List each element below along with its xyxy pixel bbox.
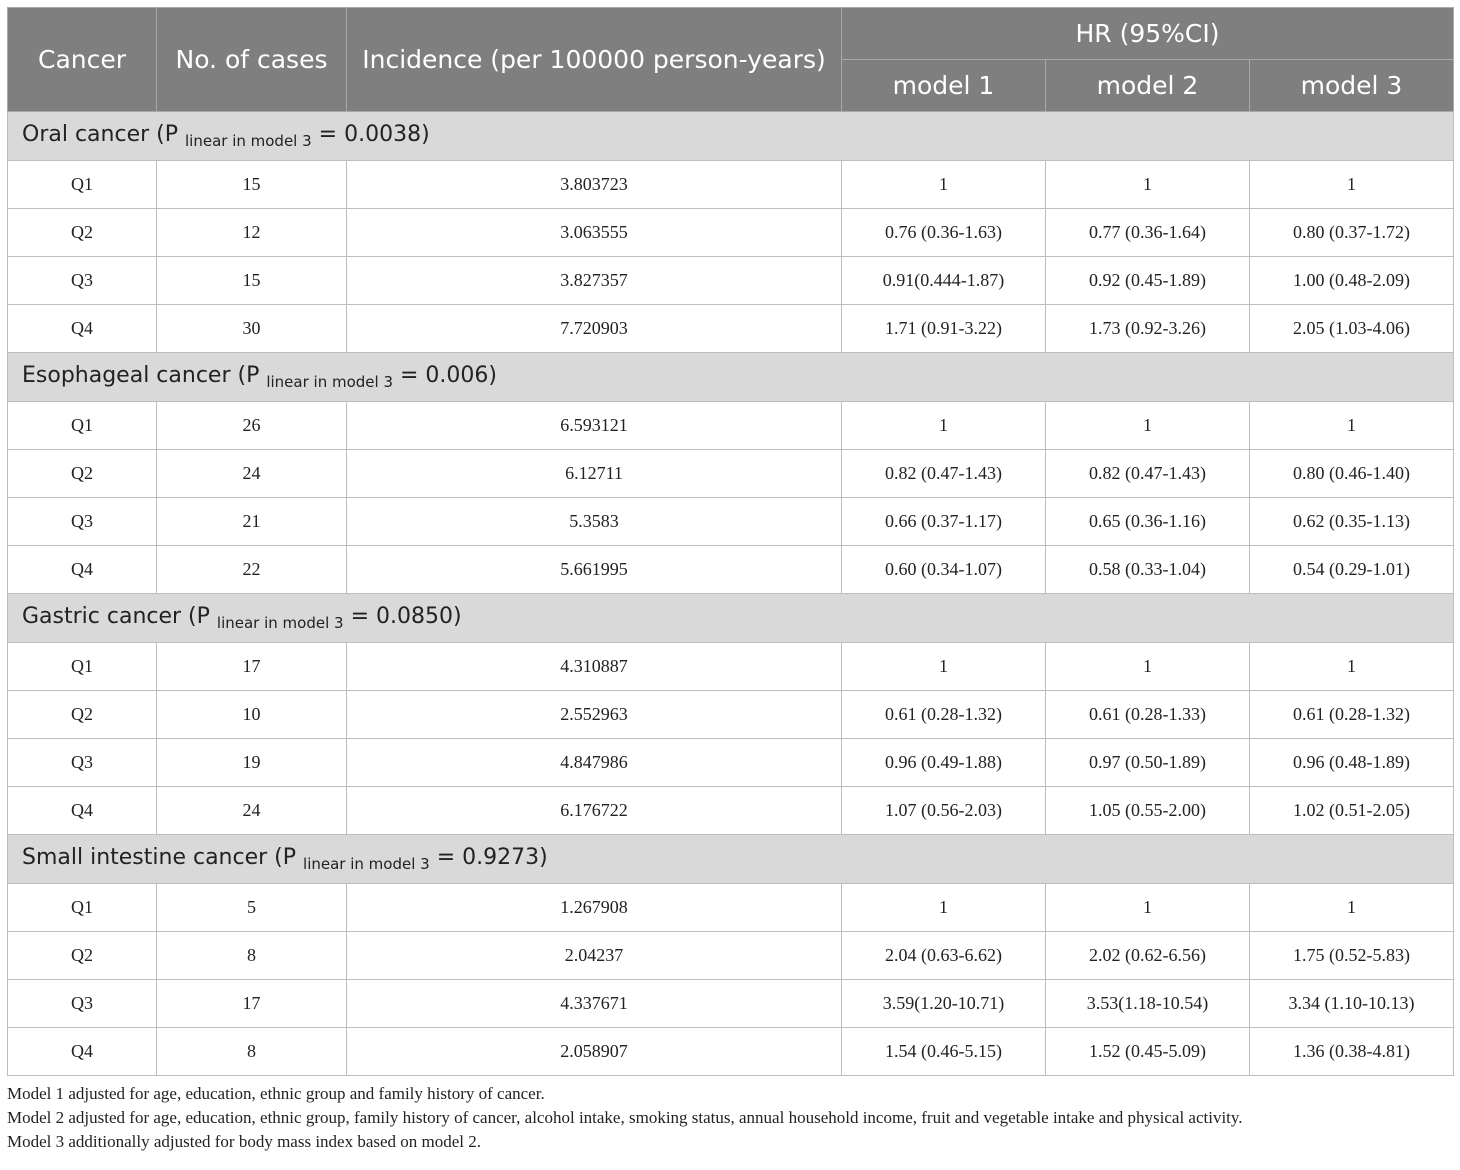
section-p-value: = 0.9273) <box>429 845 548 870</box>
model2-cell: 0.58 (0.33-1.04) <box>1046 546 1250 594</box>
quartile-cell: Q3 <box>8 980 157 1028</box>
model1-cell: 0.76 (0.36-1.63) <box>842 209 1046 257</box>
table-row <box>8 161 1454 209</box>
table-row <box>8 257 1454 305</box>
model3-cell: 1.02 (0.51-2.05) <box>1250 787 1454 835</box>
col-header-cancer: Cancer <box>8 8 157 112</box>
table-row <box>8 691 1454 739</box>
table-row <box>8 305 1454 353</box>
model1-cell: 1.54 (0.46-5.15) <box>842 1028 1046 1076</box>
section-name: Oral cancer (P <box>22 122 178 147</box>
table-row <box>8 1028 1454 1076</box>
quartile-cell: Q1 <box>8 643 157 691</box>
incidence-cell: 6.12711 <box>347 450 842 498</box>
model3-cell: 0.54 (0.29-1.01) <box>1250 546 1454 594</box>
table-body <box>8 112 1454 1076</box>
cases-cell: 21 <box>157 498 347 546</box>
section-name: Gastric cancer (P <box>22 604 210 629</box>
quartile-cell: Q3 <box>8 739 157 787</box>
quartile-cell: Q4 <box>8 546 157 594</box>
col-header-cases: No. of cases <box>157 8 347 112</box>
section-title <box>8 353 1454 402</box>
model3-cell: 1 <box>1250 884 1454 932</box>
table-container <box>7 7 1453 1154</box>
model3-cell: 2.05 (1.03-4.06) <box>1250 305 1454 353</box>
model3-cell: 1 <box>1250 643 1454 691</box>
section-p-value: = 0.006) <box>393 363 497 388</box>
model1-cell: 1.71 (0.91-3.22) <box>842 305 1046 353</box>
incidence-cell: 3.063555 <box>347 209 842 257</box>
cases-cell: 15 <box>157 257 347 305</box>
col-header-model2: model 2 <box>1046 60 1250 112</box>
model2-cell: 0.65 (0.36-1.16) <box>1046 498 1250 546</box>
incidence-cell: 2.04237 <box>347 932 842 980</box>
model2-cell: 0.77 (0.36-1.64) <box>1046 209 1250 257</box>
model1-cell: 0.82 (0.47-1.43) <box>842 450 1046 498</box>
section-title <box>8 112 1454 161</box>
incidence-cell: 4.310887 <box>347 643 842 691</box>
model3-cell: 1.00 (0.48-2.09) <box>1250 257 1454 305</box>
cases-cell: 15 <box>157 161 347 209</box>
table-row <box>8 787 1454 835</box>
model2-cell: 1.73 (0.92-3.26) <box>1046 305 1250 353</box>
section-p-value: = 0.0038) <box>311 122 430 147</box>
cases-cell: 8 <box>157 932 347 980</box>
section-p-subscript: linear in model 3 <box>266 373 394 391</box>
quartile-cell: Q3 <box>8 257 157 305</box>
table-row <box>8 498 1454 546</box>
footnote-model2: Model 2 adjusted for age, education, ethnic group, family history of cancer, alcohol intake, smoking status, annual household income, fruit and vegetable intake and physical activity. <box>7 1108 1243 1127</box>
model2-cell: 1 <box>1046 161 1250 209</box>
model1-cell: 1.07 (0.56-2.03) <box>842 787 1046 835</box>
quartile-cell: Q2 <box>8 691 157 739</box>
model2-cell: 1 <box>1046 643 1250 691</box>
table-row <box>8 450 1454 498</box>
incidence-cell: 6.593121 <box>347 402 842 450</box>
quartile-cell: Q3 <box>8 498 157 546</box>
model3-cell: 1 <box>1250 161 1454 209</box>
model3-cell: 3.34 (1.10-10.13) <box>1250 980 1454 1028</box>
model2-cell: 1 <box>1046 402 1250 450</box>
table-row <box>8 209 1454 257</box>
cases-cell: 24 <box>157 787 347 835</box>
model1-cell: 3.59(1.20-10.71) <box>842 980 1046 1028</box>
quartile-cell: Q4 <box>8 787 157 835</box>
model1-cell: 0.91(0.444-1.87) <box>842 257 1046 305</box>
incidence-cell: 4.337671 <box>347 980 842 1028</box>
model1-cell: 2.04 (0.63-6.62) <box>842 932 1046 980</box>
incidence-cell: 7.720903 <box>347 305 842 353</box>
section-p-subscript: linear in model 3 <box>216 614 344 632</box>
quartile-cell: Q1 <box>8 402 157 450</box>
quartile-cell: Q4 <box>8 1028 157 1076</box>
model1-cell: 0.66 (0.37-1.17) <box>842 498 1046 546</box>
model1-cell: 0.61 (0.28-1.32) <box>842 691 1046 739</box>
model2-cell: 2.02 (0.62-6.56) <box>1046 932 1250 980</box>
model3-cell: 1 <box>1250 402 1454 450</box>
cases-cell: 22 <box>157 546 347 594</box>
incidence-cell: 4.847986 <box>347 739 842 787</box>
model2-cell: 1.05 (0.55-2.00) <box>1046 787 1250 835</box>
incidence-cell: 5.661995 <box>347 546 842 594</box>
model3-cell: 0.96 (0.48-1.89) <box>1250 739 1454 787</box>
cases-cell: 17 <box>157 643 347 691</box>
model2-cell: 3.53(1.18-10.54) <box>1046 980 1250 1028</box>
section-row <box>8 835 1454 884</box>
section-title <box>8 594 1454 643</box>
model1-cell: 0.60 (0.34-1.07) <box>842 546 1046 594</box>
footnote-model3: Model 3 additionally adjusted for body mass index based on model 2. <box>7 1132 482 1151</box>
incidence-cell: 5.3583 <box>347 498 842 546</box>
model2-cell: 0.92 (0.45-1.89) <box>1046 257 1250 305</box>
cases-cell: 19 <box>157 739 347 787</box>
cases-cell: 24 <box>157 450 347 498</box>
table-row <box>8 643 1454 691</box>
cases-cell: 30 <box>157 305 347 353</box>
section-p-subscript: linear in model 3 <box>185 132 312 150</box>
model3-cell: 1.75 (0.52-5.83) <box>1250 932 1454 980</box>
section-row <box>8 353 1454 402</box>
table-row <box>8 932 1454 980</box>
model1-cell: 1 <box>842 161 1046 209</box>
quartile-cell: Q4 <box>8 305 157 353</box>
table-footnotes <box>7 1082 1453 1154</box>
cases-cell: 17 <box>157 980 347 1028</box>
model3-cell: 1.36 (0.38-4.81) <box>1250 1028 1454 1076</box>
col-header-model1: model 1 <box>842 60 1046 112</box>
incidence-cell: 3.827357 <box>347 257 842 305</box>
section-name: Small intestine cancer (P <box>22 845 297 870</box>
cases-cell: 12 <box>157 209 347 257</box>
section-name: Esophageal cancer (P <box>22 363 260 388</box>
model1-cell: 1 <box>842 402 1046 450</box>
table-row <box>8 739 1454 787</box>
model2-cell: 1 <box>1046 884 1250 932</box>
model2-cell: 0.61 (0.28-1.33) <box>1046 691 1250 739</box>
quartile-cell: Q1 <box>8 161 157 209</box>
section-p-value: = 0.0850) <box>343 604 462 629</box>
cases-cell: 26 <box>157 402 347 450</box>
model3-cell: 0.80 (0.37-1.72) <box>1250 209 1454 257</box>
section-title <box>8 835 1454 884</box>
table-row <box>8 884 1454 932</box>
model3-cell: 0.80 (0.46-1.40) <box>1250 450 1454 498</box>
section-p-subscript: linear in model 3 <box>303 855 430 873</box>
cases-cell: 5 <box>157 884 347 932</box>
table-row <box>8 402 1454 450</box>
incidence-cell: 1.267908 <box>347 884 842 932</box>
quartile-cell: Q2 <box>8 932 157 980</box>
quartile-cell: Q2 <box>8 209 157 257</box>
incidence-cell: 2.552963 <box>347 691 842 739</box>
cases-cell: 8 <box>157 1028 347 1076</box>
model2-cell: 0.82 (0.47-1.43) <box>1046 450 1250 498</box>
col-header-hr: HR (95%CI) <box>842 8 1454 60</box>
section-row <box>8 112 1454 161</box>
incidence-cell: 3.803723 <box>347 161 842 209</box>
footnote-model1: Model 1 adjusted for age, education, ethnic group and family history of cancer. <box>7 1084 545 1103</box>
col-header-incidence: Incidence (per 100000 person-years) <box>347 8 842 112</box>
table-row <box>8 546 1454 594</box>
model3-cell: 0.61 (0.28-1.32) <box>1250 691 1454 739</box>
col-header-model3: model 3 <box>1250 60 1454 112</box>
model1-cell: 1 <box>842 643 1046 691</box>
table-header <box>8 8 1454 112</box>
model2-cell: 1.52 (0.45-5.09) <box>1046 1028 1250 1076</box>
model1-cell: 0.96 (0.49-1.88) <box>842 739 1046 787</box>
model2-cell: 0.97 (0.50-1.89) <box>1046 739 1250 787</box>
quartile-cell: Q2 <box>8 450 157 498</box>
model3-cell: 0.62 (0.35-1.13) <box>1250 498 1454 546</box>
incidence-cell: 6.176722 <box>347 787 842 835</box>
table-row <box>8 980 1454 1028</box>
section-row <box>8 594 1454 643</box>
model1-cell: 1 <box>842 884 1046 932</box>
incidence-cell: 2.058907 <box>347 1028 842 1076</box>
cases-cell: 10 <box>157 691 347 739</box>
quartile-cell: Q1 <box>8 884 157 932</box>
hazard-ratio-table <box>7 7 1454 1076</box>
